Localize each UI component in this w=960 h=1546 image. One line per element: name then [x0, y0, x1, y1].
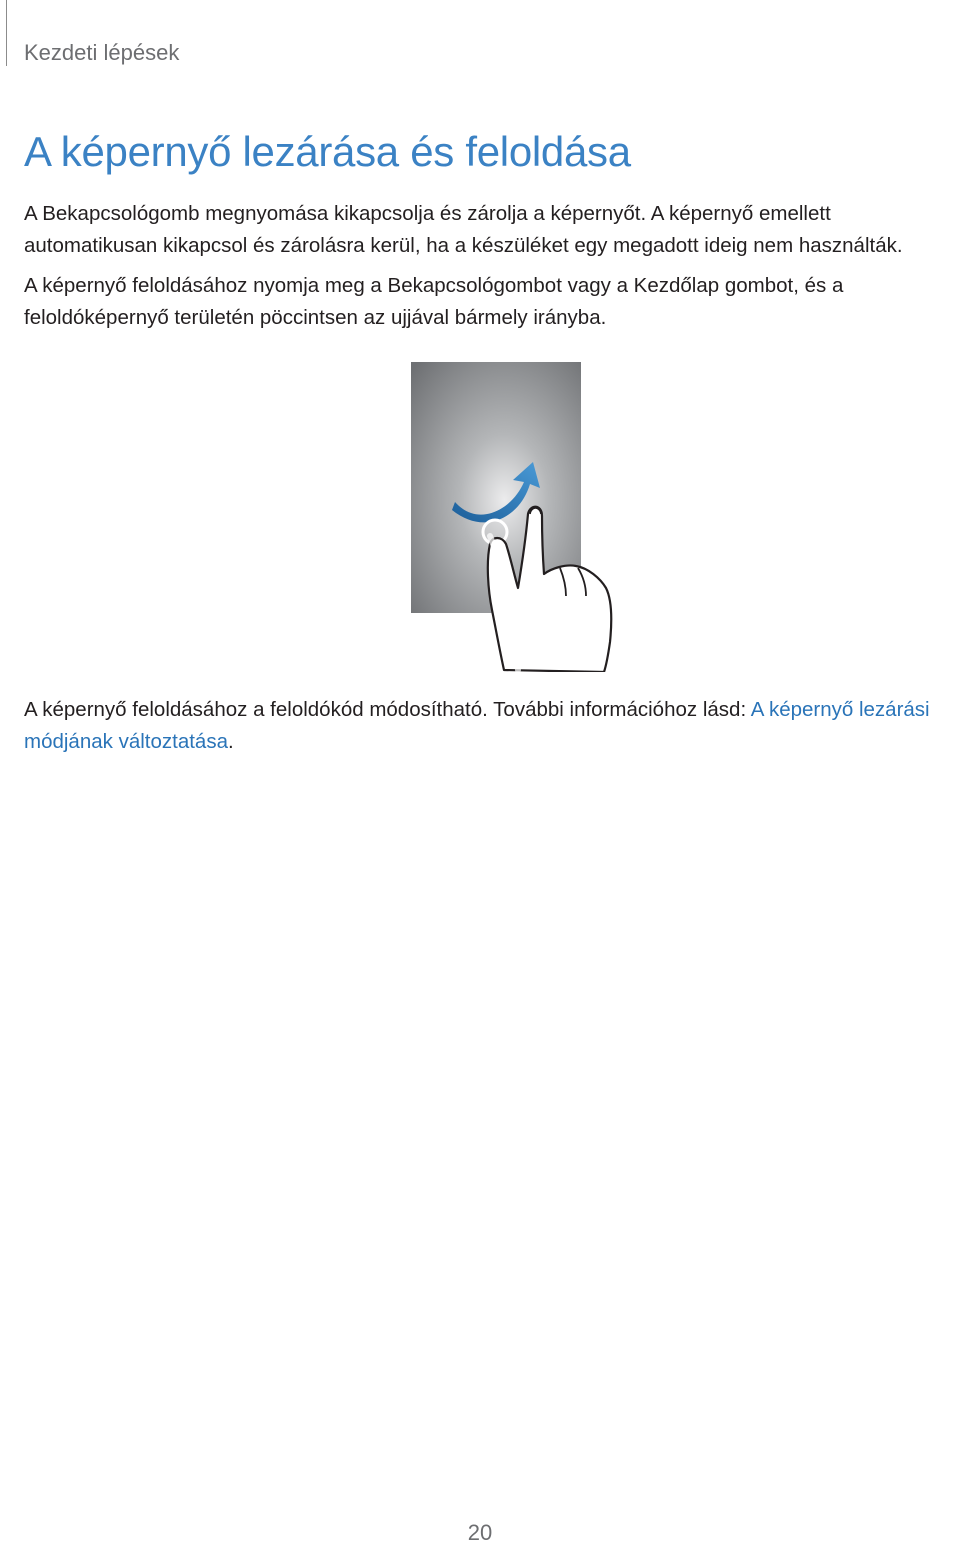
unlock-code-text: A képernyő feloldásához a feloldókód módosítható. További információhoz lásd: — [24, 698, 751, 721]
margin-rule — [6, 0, 7, 66]
sentence-end: . — [227, 730, 234, 753]
paragraph-unlock-instructions: A képernyő feloldásához nyomja meg a Bekapcsológombot vagy a Kezdőlap gombot, és a feloldóképernyő területén pöccintsen az ujjával bármely irányba. — [24, 274, 844, 329]
swipe-unlock-illustration — [400, 360, 640, 672]
section-header: Kezdeti lépések — [24, 40, 180, 65]
page-title: A képernyő lezárása és feloldása — [24, 128, 631, 175]
swipe-unlock-gesture-icon — [400, 360, 640, 672]
lock-method-link[interactable]: A képernyő lezárási módjának változtatása — [24, 698, 930, 753]
paragraph-lock-description: A Bekapcsológomb megnyomása kikapcsolja és zárolja a képernyőt. A képernyő emellett automatikusan kikapcsol és zárolásra kerül, ha a készüléket egy megadott ideig nem használták. — [24, 202, 903, 257]
page-number: 20 — [467, 1520, 493, 1545]
paragraph-unlock-code — [24, 694, 944, 758]
